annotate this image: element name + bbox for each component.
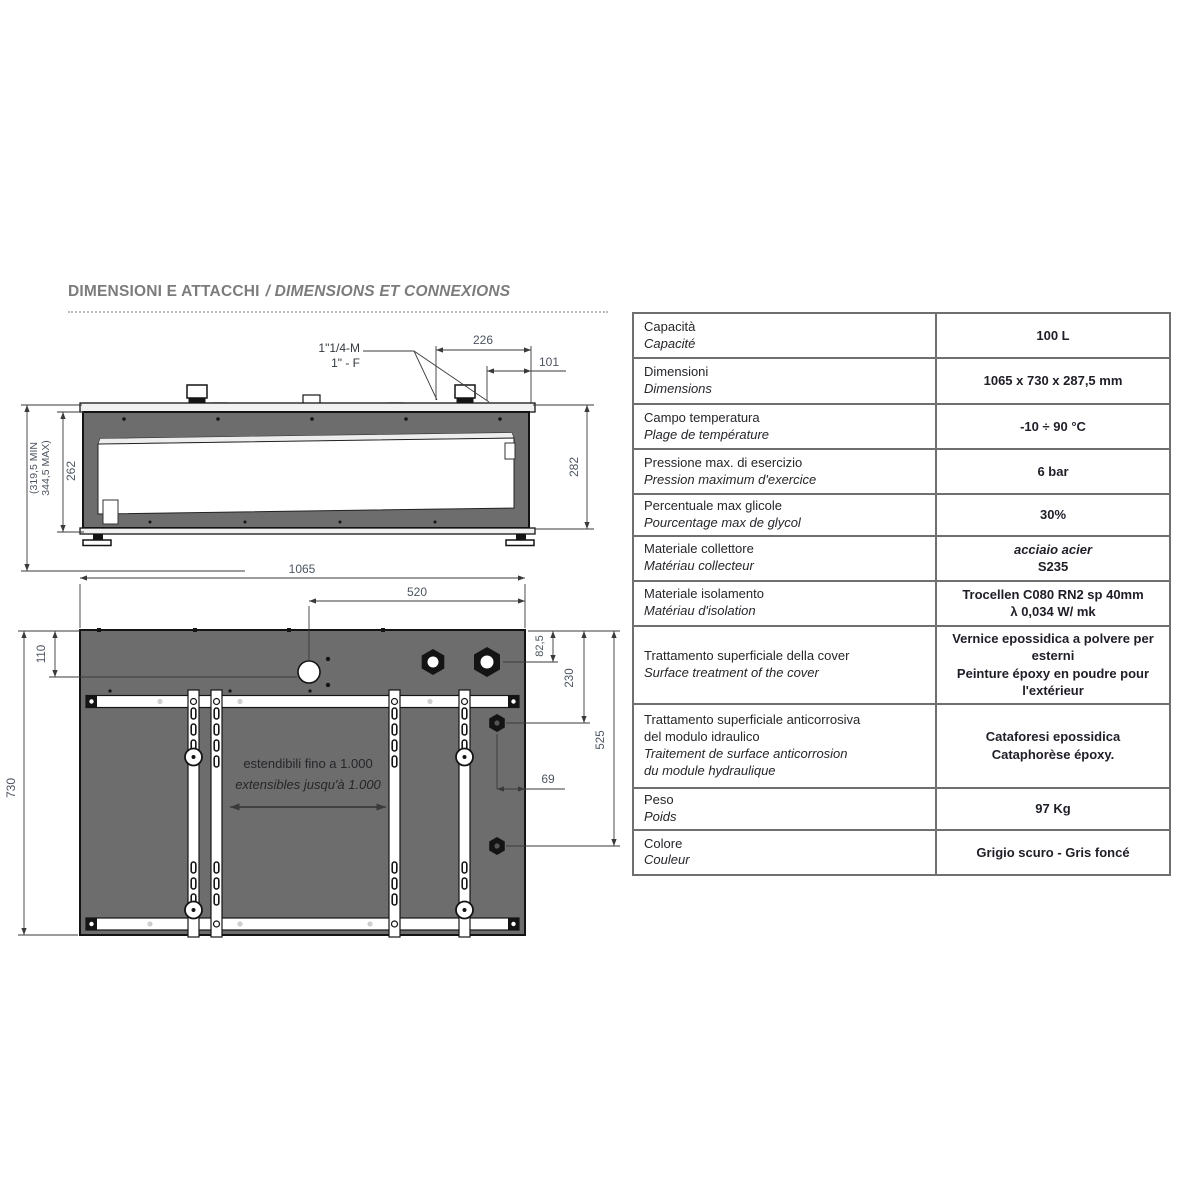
row-value: 30% (1039, 507, 1067, 523)
row-label-fr: Plage de température (644, 426, 770, 442)
center-hole (298, 661, 320, 683)
table-row (633, 830, 1170, 875)
row-value: Grigio scuro - Gris foncé (976, 844, 1130, 860)
side-view-left-port (103, 500, 118, 524)
row-value: 97 Kg (1035, 801, 1071, 817)
row-value-2: Cataphorèse époxy. (991, 746, 1115, 762)
row-label-it: Trattamento superficiale della cover (644, 647, 850, 663)
dim-overall-max: 344,5 MAX) (40, 440, 52, 496)
row-label-it: Percentuale max glicole (644, 498, 783, 513)
row-label-fr: Matériau d'isolation (644, 603, 756, 619)
row-label-it: Materiale collettore (644, 541, 754, 557)
row-label-fr: Capacité (644, 335, 696, 351)
table-row (633, 536, 1170, 581)
side-view-right-tab (505, 443, 515, 459)
row-label-fr: Dimensions (644, 381, 712, 396)
dim-101: 101 (538, 355, 560, 369)
row-label-fr-2: du module hydraulique (644, 762, 776, 778)
small-hole-2 (326, 683, 330, 687)
dim-overall-min: (319,5 MIN (28, 442, 40, 494)
table-row (633, 581, 1170, 626)
row-label-it: Trattamento superficiale anticorrosiva (644, 712, 861, 728)
row-value: Vernice epossidica a polvere per esterni (952, 630, 1154, 664)
row-label-fr: Surface treatment of the cover (644, 664, 819, 680)
table-row (633, 704, 1170, 788)
side-view-feet (83, 534, 534, 546)
row-label-fr: Matériau collecteur (644, 558, 754, 574)
dim-226: 226 (472, 333, 494, 347)
technical-drawing (0, 325, 630, 975)
row-value: 6 bar (1037, 463, 1069, 479)
row-label-it: Colore (644, 835, 683, 851)
dim-730: 730 (4, 777, 18, 799)
dim-262: 262 (64, 460, 78, 482)
page-title-it: DIMENSIONI E ATTACCHI (68, 283, 260, 300)
row-label-it: Pressione max. di esercizio (644, 454, 803, 470)
row-label-it: Peso (644, 792, 674, 808)
small-hole-1 (326, 657, 330, 661)
row-label-it: Dimensioni (644, 364, 709, 380)
extend-note-fr: extensibles jusqu'à 1.000 (235, 777, 381, 792)
row-label-fr: Poids (644, 808, 677, 824)
side-view-drawing (21, 333, 594, 571)
row-label-it-2: del modulo idraulico (644, 729, 760, 745)
dim-282: 282 (567, 456, 581, 478)
dim-520: 520 (406, 585, 428, 599)
dim-1065: 1065 (288, 562, 316, 576)
row-label-it: Capacità (644, 318, 696, 334)
dim-69: 69 (541, 772, 555, 786)
row-label-fr: Traitement de surface anticorrosion (644, 745, 848, 761)
row-value: -10 ÷ 90 °C (1020, 418, 1086, 434)
row-value: Cataforesi epossidica (985, 729, 1121, 745)
side-view-inner-panel (98, 438, 514, 514)
spec-table (632, 312, 1171, 876)
dim-525: 525 (595, 730, 607, 750)
table-row (633, 313, 1170, 358)
row-value: S235 (1037, 559, 1069, 575)
row-label-fr: Pourcentage max de glycol (644, 514, 801, 530)
row-label-it: Materiale isolamento (644, 586, 764, 602)
table-row (633, 404, 1170, 449)
extend-note-it: estendibili fino a 1.000 (243, 756, 373, 771)
row-value-2: λ 0,034 W/ mk (1010, 604, 1096, 620)
side-view-top-cover (80, 403, 535, 412)
row-value-material: acciaio acier (1013, 541, 1093, 557)
row-label-fr: Pression maximum d'exercice (644, 471, 817, 487)
top-view-drawing (4, 562, 620, 937)
row-value: 1065 x 730 x 287,5 mm (983, 373, 1123, 389)
row-value: Trocellen C080 RN2 sp 40mm (962, 586, 1144, 602)
page-title-fr: / DIMENSIONS ET CONNEXIONS (265, 283, 511, 300)
table-row (633, 494, 1170, 536)
side-view-base-bar (80, 528, 535, 534)
table-row (633, 626, 1170, 704)
row-value: 100 L (1036, 327, 1070, 343)
row-label-it: Campo temperatura (644, 409, 760, 425)
row-value-3: l'extérieur (1022, 683, 1084, 699)
dim-110: 110 (36, 644, 48, 664)
table-row (633, 358, 1170, 404)
title-divider (68, 311, 608, 313)
row-label-fr: Couleur (644, 852, 690, 868)
page-title (68, 283, 608, 301)
row-value-2: Peinture époxy en poudre pour (956, 665, 1150, 681)
table-row (633, 449, 1170, 494)
conn-label-2: 1" - F (331, 356, 360, 370)
conn-label-1: 1"1/4-M (318, 341, 360, 355)
table-row (633, 788, 1170, 830)
dim-230: 230 (564, 668, 576, 688)
dim-82-5: 82,5 (534, 635, 546, 657)
